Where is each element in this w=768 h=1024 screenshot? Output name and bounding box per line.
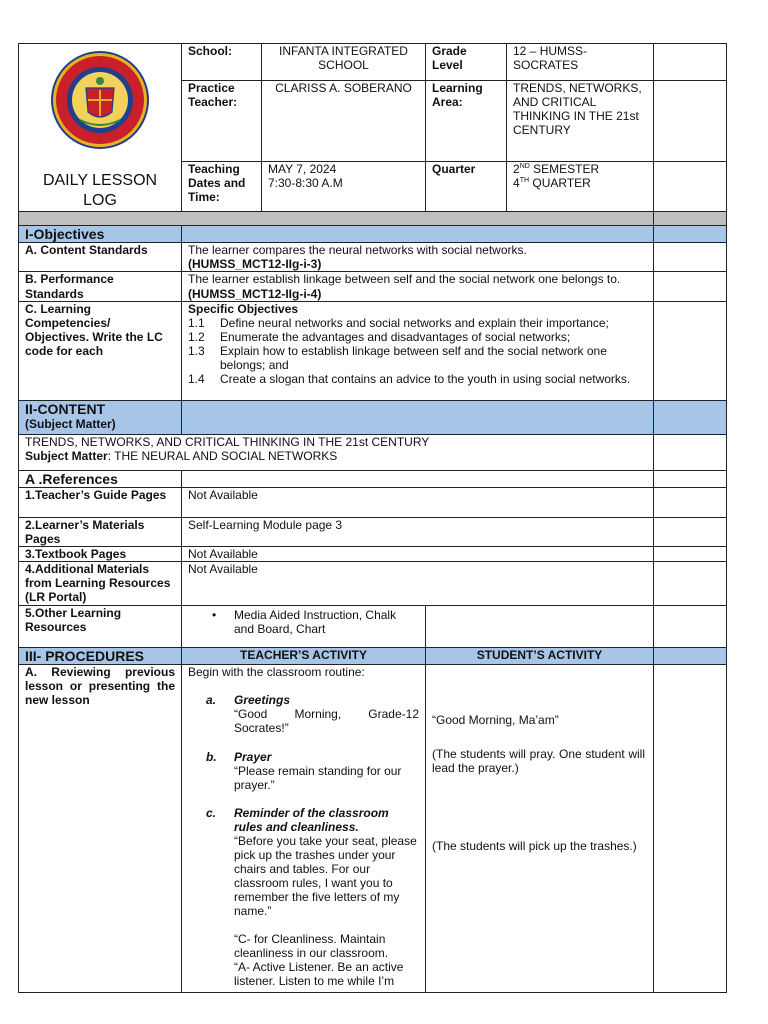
dates-value bbox=[262, 162, 426, 212]
subject-matter-cell bbox=[19, 434, 654, 470]
school-seal-logo bbox=[50, 50, 150, 150]
bullet-icon: • bbox=[212, 608, 217, 622]
time-value: 7:30-8:30 A.M bbox=[268, 176, 343, 191]
dates-label: Teaching Dates and Time: bbox=[182, 162, 262, 212]
reference-value: Not Available bbox=[182, 487, 654, 517]
objective-item: 1.3 Explain how to establish linkage between self and the social network one belongs; and bbox=[188, 343, 607, 372]
teacher-activity-header: TEACHER’S ACTIVITY bbox=[182, 648, 426, 665]
lesson-log-page bbox=[18, 43, 726, 993]
quarter-number: 4TH QUARTER bbox=[513, 176, 591, 191]
greetings-block: a. Greetings “Good Morning, Grade-12 Socrates!” bbox=[206, 693, 419, 736]
teacher-label: Practice Teacher: bbox=[182, 81, 262, 162]
content-heading-cell bbox=[19, 400, 182, 434]
grade-label: Grade Level bbox=[426, 44, 507, 81]
grade-value: 12 – HUMSS-SOCRATES bbox=[507, 44, 654, 81]
objective-item: 1.4 Create a slogan that contains an advice to the youth in using social networks. bbox=[188, 371, 631, 386]
specific-objectives-heading: Specific Objectives bbox=[188, 301, 299, 316]
date-value: MAY 7, 2024 bbox=[268, 162, 337, 177]
school-label: School: bbox=[182, 44, 262, 81]
course-title: TRENDS, NETWORKS, AND CRITICAL THINKING IN THE 21st CENTURY bbox=[25, 434, 430, 449]
other-resources-value: • Media Aided Instruction, Chalk and Board, Chart bbox=[182, 606, 426, 648]
content-subheading: (Subject Matter) bbox=[25, 416, 116, 431]
content-standards-label: A. Content Standards bbox=[19, 243, 182, 272]
performance-standards-value: The learner establish linkage between self and the social network one belongs to. (HUMSS_MCT12-IIg-i-4) bbox=[182, 272, 654, 301]
quarter-label: Quarter bbox=[426, 162, 507, 212]
other-resources-label: 5.Other Learning Resources bbox=[19, 606, 182, 648]
school-value: INFANTA INTEGRATED SCHOOL bbox=[262, 44, 426, 81]
objective-item: 1.2 Enumerate the advantages and disadvantages of social networks; bbox=[188, 329, 571, 344]
routine-intro: Begin with the classroom routine: bbox=[188, 665, 365, 680]
teacher-value: CLARISS A. SOBERANO bbox=[262, 81, 426, 162]
objectives-heading-row bbox=[19, 226, 727, 243]
review-lesson-label: A. Reviewing previous lesson or presenting the new lesson bbox=[19, 665, 182, 993]
student-prayer: (The students will pray. One student will lead the prayer.) bbox=[432, 747, 645, 776]
objective-item: 1.1 Define neural networks and social networks and explain their importance; bbox=[188, 315, 609, 330]
content-heading: II-CONTENT bbox=[25, 400, 106, 417]
reference-value: Not Available bbox=[182, 546, 654, 561]
area-label: Learning Area: bbox=[426, 81, 507, 162]
procedures-heading: III- PROCEDURES bbox=[19, 648, 182, 665]
reference-label: 3.Textbook Pages bbox=[19, 546, 182, 561]
reference-label: 4.Additional Materials from Learning Resources (LR Portal) bbox=[19, 562, 182, 606]
blank-cell bbox=[654, 162, 727, 212]
competencies-value bbox=[182, 301, 654, 400]
blank-cell bbox=[654, 81, 727, 162]
separator-row bbox=[19, 212, 727, 226]
content-heading-row bbox=[19, 400, 727, 434]
semester-value: 2ND SEMESTER bbox=[513, 162, 600, 177]
lesson-log-table bbox=[18, 43, 727, 993]
log-title: DAILY LESSON LOG bbox=[42, 172, 158, 210]
subject-matter: Subject Matter: THE NEURAL AND SOCIAL NETWORKS bbox=[25, 448, 338, 463]
references-heading: A .References bbox=[19, 470, 182, 487]
rules-block: c. Reminder of the classroom rules and cleanliness. “Before you take your seat, please pick up the trashes under your chairs and tables. For our classroom rules, I want you to remember the five letters of my name.” “C- for Cleanliness. Maintain cleanliness in our classroom. “A- Active Listener. Be an active listener. Listen to me while I’m bbox=[206, 805, 417, 988]
teacher-activity-cell bbox=[182, 665, 426, 993]
student-activity-cell bbox=[426, 665, 654, 993]
reference-value: Not Available bbox=[182, 562, 654, 606]
objectives-list bbox=[188, 316, 647, 386]
logo-cell bbox=[19, 44, 182, 212]
objectives-heading: I-Objectives bbox=[19, 226, 182, 243]
performance-standards-label: B. Performance Standards bbox=[19, 272, 182, 301]
blank-cell bbox=[654, 44, 727, 81]
reference-value: Self-Learning Module page 3 bbox=[182, 517, 654, 546]
quarter-value bbox=[507, 162, 654, 212]
student-trash: (The students will pick up the trashes.) bbox=[432, 839, 637, 854]
reference-label: 2.Learner’s Materials Pages bbox=[19, 517, 182, 546]
content-standards-value: The learner compares the neural networks with social networks. (HUMSS_MCT12-IIg-i-3) bbox=[182, 243, 654, 272]
student-activity-header: STUDENT’S ACTIVITY bbox=[426, 648, 654, 665]
student-greeting: “Good Morning, Ma’am” bbox=[432, 713, 559, 728]
competencies-label: C. Learning Competencies/ Objectives. Write the LC code for each bbox=[19, 301, 182, 400]
prayer-block: b. Prayer “Please remain standing for our prayer.” bbox=[206, 749, 402, 792]
procedures-heading-row bbox=[19, 648, 727, 665]
reference-label: 1.Teacher’s Guide Pages bbox=[19, 487, 182, 517]
area-value: TRENDS, NETWORKS, AND CRITICAL THINKING IN THE 21st CENTURY bbox=[507, 81, 654, 162]
